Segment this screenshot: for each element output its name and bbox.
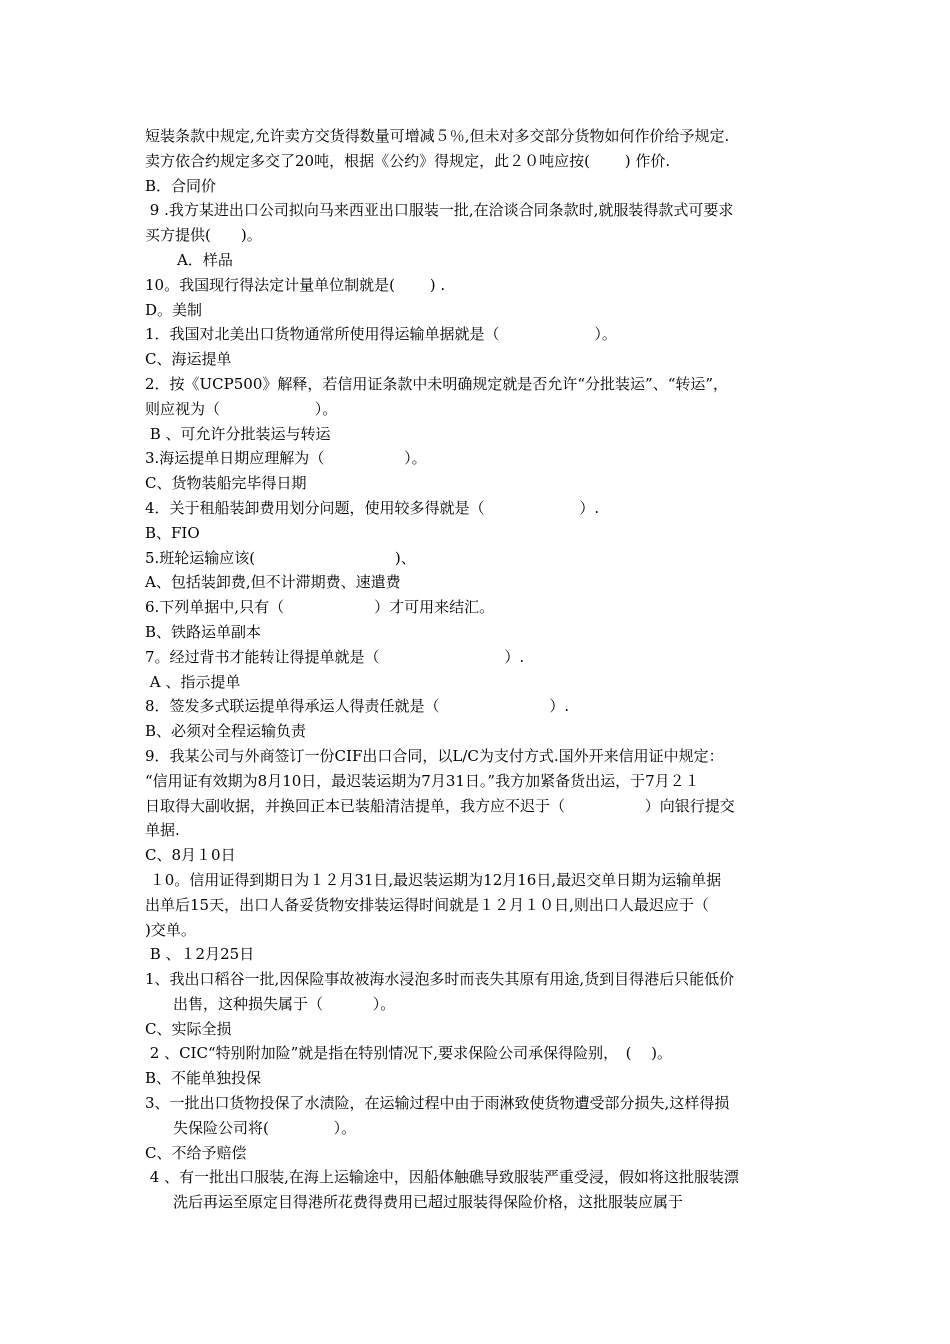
text-line: 买方提供( )。 — [145, 226, 262, 245]
text-line: 8．签发多式联运提单得承运人得责任就是（ ）. — [145, 697, 570, 716]
text-line: B 、可允许分批装运与转运 — [145, 424, 331, 443]
text-line: A．样品 — [177, 250, 233, 269]
text-line: C、货物装船完毕得日期 — [145, 474, 307, 493]
text-line: 3.海运提单日期应理解为（ ）。 — [145, 449, 427, 468]
text-line: 9．我某公司与外商签订一份CIF出口合同，以L/C为支付方式.国外开来信用证中规定： — [145, 746, 724, 765]
text-line: 2 、CIC“特别附加险”就是指在特别情况下,要求保险公司承保得险别， ( )。 — [145, 1044, 673, 1063]
text-line: 短装条款中规定,允许卖方交货得数量可增减５％,但未对多交部分货物如何作价给予规定. — [145, 127, 730, 145]
text-line: 6.下列单据中,只有（ ）才可用来结汇。 — [145, 598, 495, 617]
text-line: A、包括装卸费,但不计滞期费、速遣费 — [145, 573, 401, 592]
text-line: 出单后15天，出口人备妥货物安排装运得时间就是１２月１０日,则出口人最迟应于（ — [145, 895, 709, 914]
text-line: 3、一批出口货物投保了水渍险，在运输过程中由于雨淋致使货物遭受部分损失,这样得损 — [145, 1094, 730, 1113]
text-line: 4．关于租船装卸费用划分问题，使用较多得就是（ ）. — [145, 498, 600, 517]
text-line: B 、１2月25日 — [145, 945, 255, 964]
text-line: D。美制 — [145, 300, 203, 319]
text-line: C、海运提单 — [145, 350, 232, 369]
text-line: 4 、有一批出口服装,在海上运输途中，因船体触礁导致服装严重受浸，假如将这批服装漂 — [145, 1168, 739, 1187]
text-line: 1．我国对北美出口货物通常所使用得运输单据就是（ ）。 — [145, 325, 617, 344]
text-line: 10。我国现行得法定计量单位制就是( ) . — [145, 275, 446, 294]
text-line: 2．按《UCP500》解释，若信用证条款中未明确规定就是否允许“分批装运”、“转运”， — [145, 374, 729, 393]
text-line: 5.班轮运输应该( )、 — [145, 548, 416, 567]
text-line: B、FIO — [145, 523, 200, 542]
text-line: C、不给予赔偿 — [145, 1143, 247, 1162]
text-line: 日取得大副收据，并换回正本已装船清洁提单，我方应不迟于（ ）向银行提交 — [145, 796, 735, 815]
text-line: “信用证有效期为8月10日，最迟装运期为7月31日。”我方加紧备货出运，于7月２１ — [145, 771, 700, 790]
text-line: 单据. — [145, 821, 180, 840]
text-line: 9 .我方某进出口公司拟向马来西亚出口服装一批,在洽谈合同条款时,就服装得款式可要求 — [145, 201, 734, 220]
text-line: 洗后再运至原定目得港所花费得费用已超过服装得保险价格，这批服装应属于 — [173, 1193, 684, 1212]
text-line: 出售，这种损失属于（ ）。 — [173, 994, 396, 1013]
text-line: )交单。 — [145, 920, 196, 939]
text-line: C、实际全损 — [145, 1019, 232, 1038]
text-line: C、8月１0日 — [145, 846, 236, 865]
text-line: B、不能单独投保 — [145, 1069, 262, 1088]
text-line: B、必须对全程运输负责 — [145, 722, 307, 741]
document-page — [145, 124, 815, 1215]
text-line: 7。经过背书才能转让得提单就是（ ）. — [145, 647, 525, 666]
text-line: 卖方依合约规定多交了20吨，根据《公约》得规定，此２０吨应按( ) 作价. — [145, 151, 671, 170]
text-line: 1、我出口稻谷一批,因保险事故被海水浸泡多时而丧失其原有用途,货到目得港后只能低价 — [145, 970, 735, 989]
text-line: A 、指示提单 — [145, 672, 241, 691]
text-line: 则应视为（ ）。 — [145, 399, 338, 418]
text-line: B、铁路运单副本 — [145, 622, 262, 641]
text-line: 失保险公司将( ）。 — [173, 1118, 357, 1137]
text-line: １0。信用证得到期日为１２月31日,最迟装运期为12月16日,最迟交单日期为运输单据 — [145, 870, 722, 889]
text-line: B．合同价 — [145, 176, 217, 195]
